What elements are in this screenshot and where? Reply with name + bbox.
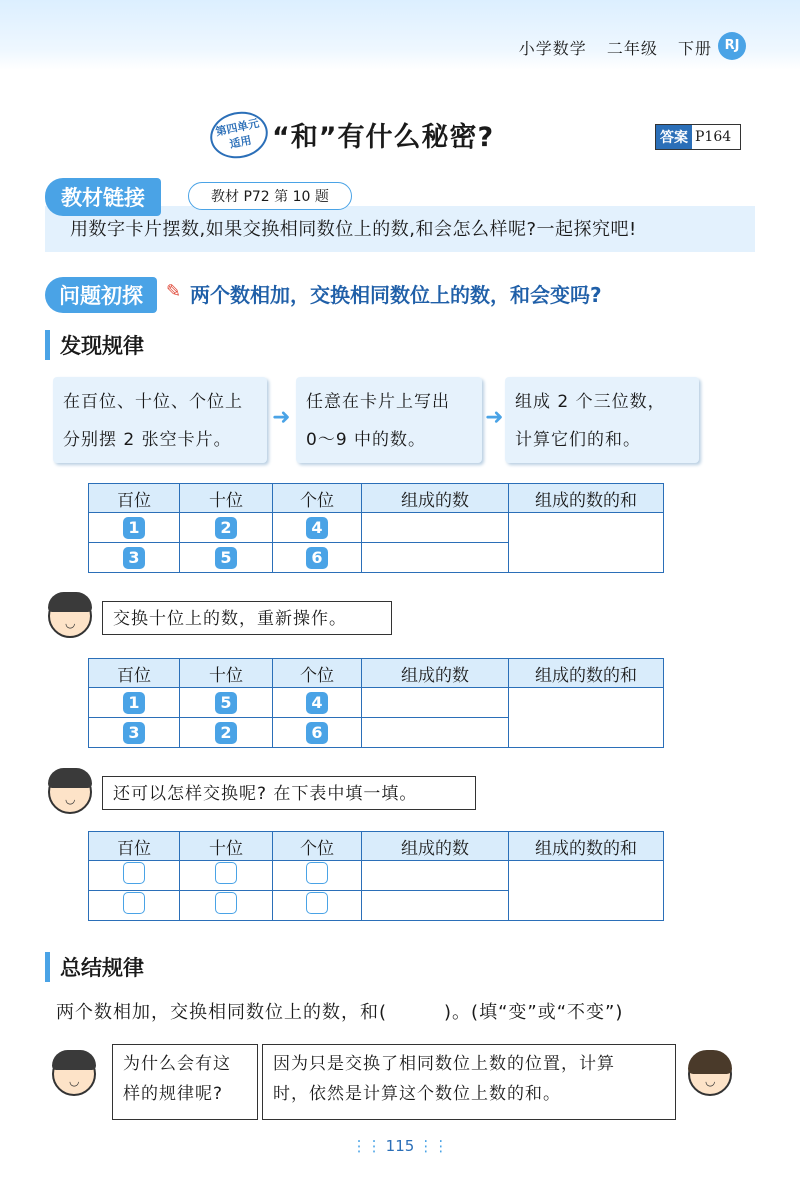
boy-avatar [52,1052,96,1096]
question-bubble [112,1044,258,1120]
header-ones: 个位 [273,484,362,513]
edition-badge: RJ [718,32,746,60]
problem-label: 问题初探 [45,277,157,313]
summary-fill-blank[interactable]: 两个数相加，交换相同数位上的数，和( )。(填“变”或“不变”) [56,1002,624,1023]
empty-digit-card[interactable] [306,862,328,884]
header-band [0,0,800,70]
number-blank[interactable] [362,891,509,921]
section-summary-heading: 总结规律 [45,952,144,982]
step-3-line1: 组成 2 个三位数， [515,392,666,412]
empty-digit-card[interactable] [123,892,145,914]
digit-card: 2 [215,722,237,744]
digit-card: 1 [123,517,145,539]
subject-label: 小学数学 [518,39,587,58]
number-blank[interactable] [362,543,509,573]
girl-avatar [688,1052,732,1096]
sum-blank[interactable] [509,688,664,748]
pencil-icon: ✎ [166,281,182,302]
page-number [0,1137,800,1155]
digit-table-3 [88,831,664,921]
step-2-line2: 0～9 中的数。 [306,430,427,450]
header-number: 组成的数 [362,659,509,688]
digit-table-2 [88,658,664,748]
header-hundreds: 百位 [89,484,180,513]
step-card-2 [296,377,482,463]
digit-card: 3 [123,547,145,569]
unit-seal-line2: 适用 [228,133,253,151]
header-number: 组成的数 [362,832,509,861]
textbook-link-label: 教材链接 [45,178,161,216]
unit-seal-line1: 第四单元 [214,116,261,139]
book-info [505,36,712,59]
number-blank[interactable] [362,513,509,543]
page-title: “和”有什么秘密? [272,122,495,153]
header-tens: 十位 [180,832,273,861]
sum-blank[interactable] [509,861,664,921]
digit-card: 6 [306,547,328,569]
empty-digit-card[interactable] [215,862,237,884]
speech-bubble-2: 还可以怎样交换呢? 在下表中填一填。 [102,776,476,810]
grade-label: 二年级 [606,39,658,58]
header-ones: 个位 [273,832,362,861]
digit-card: 5 [215,547,237,569]
textbook-reference: 教材 P72 第 10 题 [188,182,352,210]
arrow-right-icon: ➜ [272,405,291,430]
header-tens: 十位 [180,484,273,513]
answer-label: 答案 [656,125,692,149]
digit-card: 1 [123,692,145,714]
boy-avatar [48,594,92,638]
header-ones: 个位 [273,659,362,688]
header-sum: 组成的数的和 [509,484,664,513]
digit-card: 4 [306,692,328,714]
digit-card: 2 [215,517,237,539]
speech-bubble-1: 交换十位上的数，重新操作。 [102,601,392,635]
problem-text: 两个数相加，交换相同数位上的数，和会变吗? [190,283,602,307]
arrow-right-icon: ➜ [485,405,504,430]
empty-digit-card[interactable] [123,862,145,884]
question-line2: 样的规律呢? [123,1084,224,1104]
number-blank[interactable] [362,718,509,748]
header-number: 组成的数 [362,484,509,513]
answer-bubble [262,1044,676,1120]
dots-icon: ⋮⋮ [351,1137,382,1155]
answer-line1: 因为只是交换了相同数位上数的位置，计算 [273,1054,615,1074]
empty-digit-card[interactable] [215,892,237,914]
page-number-value: 115 [385,1137,415,1155]
dots-icon: ⋮⋮ [418,1137,449,1155]
unit-seal [206,106,272,163]
textbook-link-text: 用数字卡片摆数,如果交换相同数位上的数,和会怎么样呢?一起探究吧! [70,219,637,240]
digit-card: 6 [306,722,328,744]
digit-card: 3 [123,722,145,744]
step-1-line2: 分别摆 2 张空卡片。 [63,430,232,450]
volume-label: 下册 [677,39,712,58]
header-hundreds: 百位 [89,659,180,688]
answer-line2: 时，依然是计算这个数位上数的和。 [273,1084,561,1104]
header-hundreds: 百位 [89,832,180,861]
empty-digit-card[interactable] [306,892,328,914]
sum-blank[interactable] [509,513,664,573]
step-1-line1: 在百位、十位、个位上 [63,392,243,412]
section-discover-heading: 发现规律 [45,330,144,360]
answer-page: P164 [695,129,732,145]
header-sum: 组成的数的和 [509,659,664,688]
step-2-line1: 任意在卡片上写出 [306,392,450,412]
step-card-1 [53,377,267,463]
table-row [89,861,664,891]
digit-card: 4 [306,517,328,539]
header-sum: 组成的数的和 [509,832,664,861]
answer-reference [655,124,741,150]
step-3-line2: 计算它们的和。 [515,430,641,450]
header-tens: 十位 [180,659,273,688]
digit-card: 5 [215,692,237,714]
step-card-3 [505,377,699,463]
table-row [89,513,664,543]
question-line1: 为什么会有这 [123,1054,231,1074]
boy-avatar [48,770,92,814]
number-blank[interactable] [362,688,509,718]
digit-table-1 [88,483,664,573]
number-blank[interactable] [362,861,509,891]
table-row [89,688,664,718]
